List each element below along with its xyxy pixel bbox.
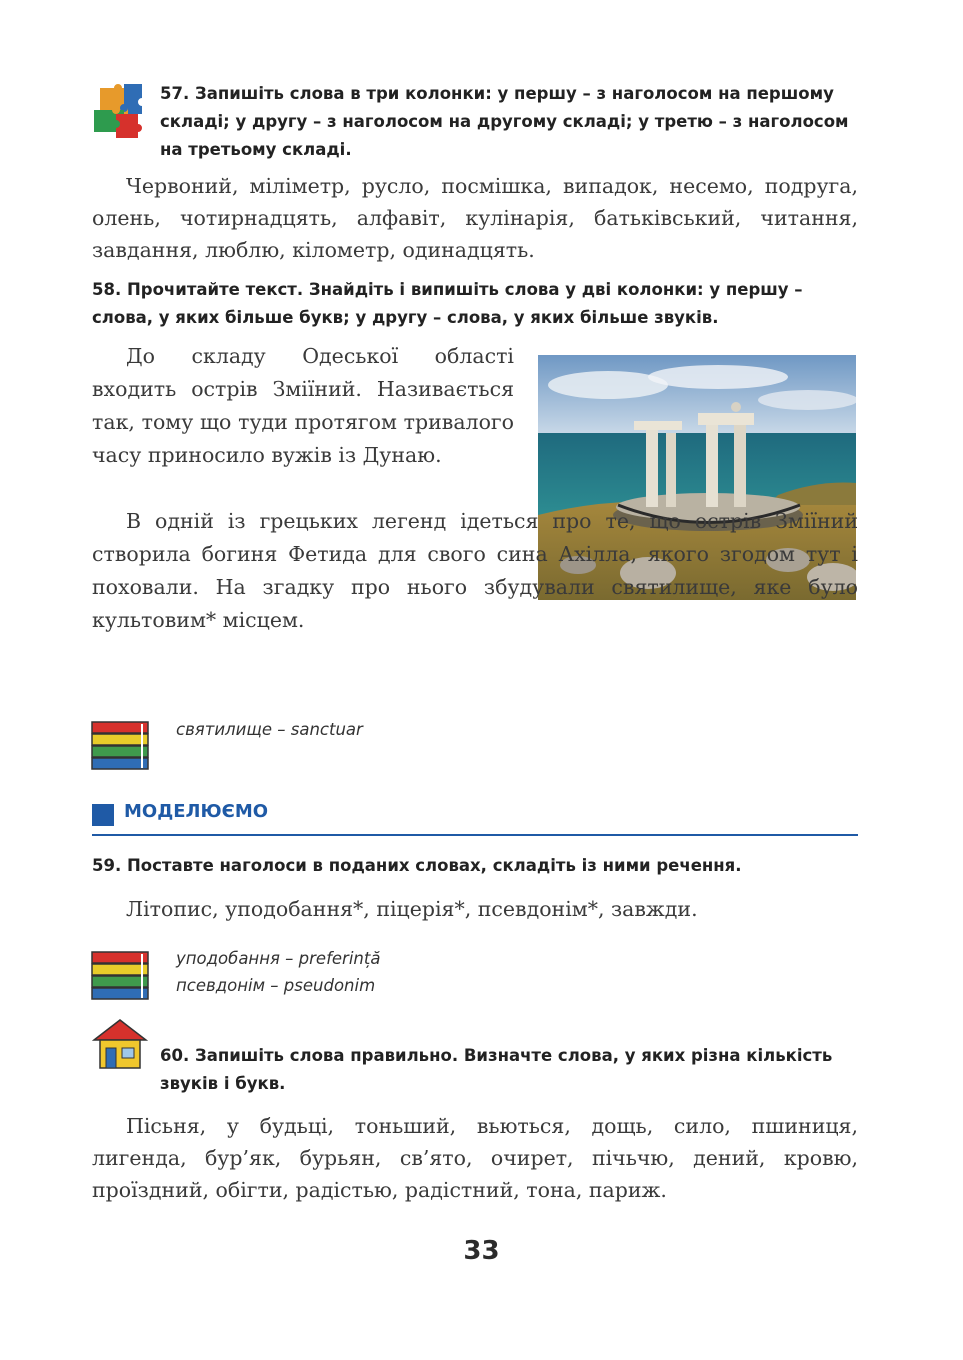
- section-title: МОДЕЛЮЄМО: [124, 801, 269, 822]
- words-59: Літопис, уподобання*, піцерія*, псевдонім*, завжди.: [126, 897, 698, 921]
- task-58: 58. Прочитайте текст. Знайдіть і випишіть слова у дві колонки: у першу – слова, у яких більше букв; у другу – слова, у яких більше звуків.: [92, 280, 803, 327]
- books-icon: [90, 720, 154, 774]
- puzzle-icon: [90, 80, 148, 140]
- words-60: Пісьня, у будьці, тоньший, вьються, дощь, сило, пшиниця, лигенда, бур’як, бурьян, св’ято, очирет, пічьчю, дений, кровю, проїздний, обігти, радістью, радістний, тона, париж.: [92, 1114, 858, 1202]
- text-58-para1: До складу Одеської області входить острів Зміїний. Називається так, тому що туди протягом тривалого часу приносило вужів із Дунаю.: [92, 344, 514, 467]
- section-marker: [92, 804, 114, 826]
- task-59: 59. Поставте наголоси в поданих словах, складіть із ними речення.: [92, 856, 742, 875]
- glossary-58: святилище – sanctuar: [176, 720, 363, 739]
- glossary-59-line2: псевдонім – pseudonim: [176, 976, 376, 995]
- task-57: 57. Запишіть слова в три колонки: у першу – з наголосом на першому складі; у другу – з наголосом на другому складі; у третю – з наголосом на третьому складі.: [160, 84, 849, 159]
- books-icon: [90, 950, 154, 1004]
- glossary-59-line1: уподобання – preferință: [176, 949, 381, 968]
- house-icon: [92, 1016, 148, 1072]
- page-number: 33: [463, 1236, 500, 1266]
- task-60: 60. Запишіть слова правильно. Визначте слова, у яких різна кількість звуків і букв.: [160, 1046, 833, 1093]
- words-57: Червоний, міліметр, русло, посмішка, випадок, несемо, подруга, олень, чотирнадцять, алфавіт, кулінарія, батьківський, читання, завдання, люблю, кілометр, одинадцять.: [92, 174, 858, 262]
- text-58-para2: В одній із грецьких легенд ідеться про те, що острів Зміїний створила богиня Фетида для свого сина Ахілла, якого згодом тут і поховали. На згадку про нього збудували святилище, яке було культовим* місцем.: [92, 509, 858, 632]
- section-rule: [92, 834, 858, 836]
